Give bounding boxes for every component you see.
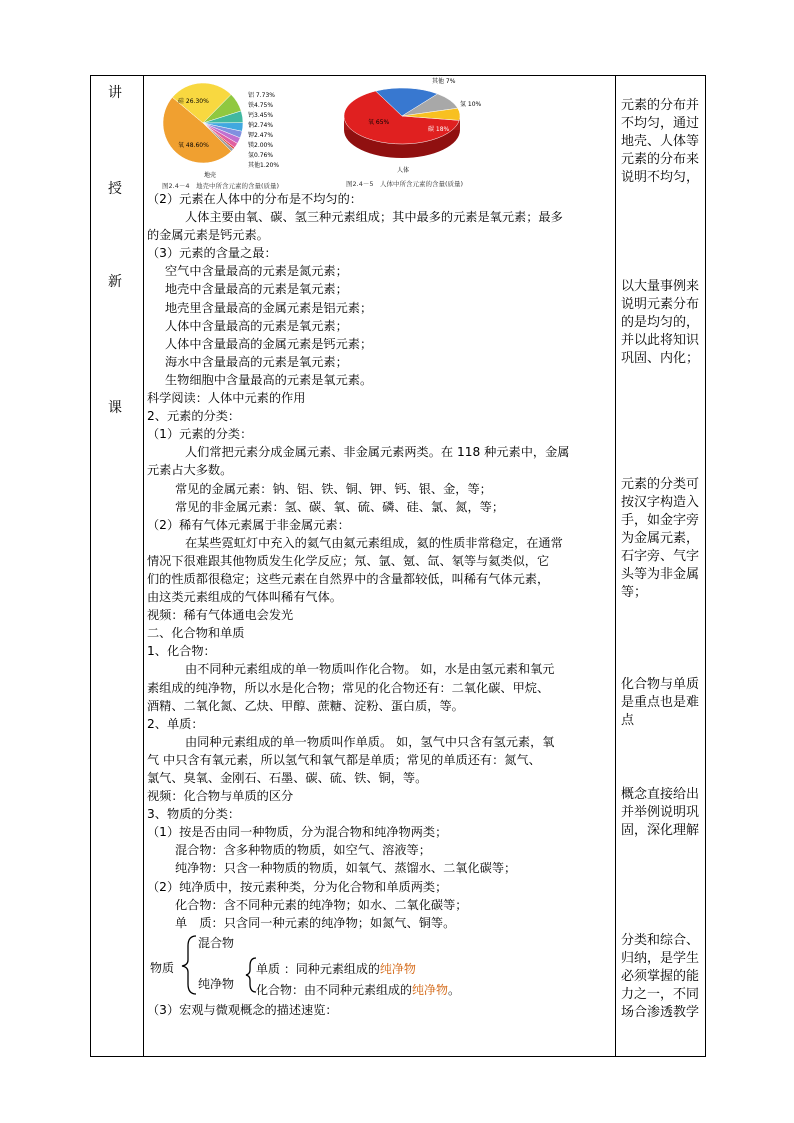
lesson-content: [147, 190, 613, 932]
crust-label-h: 氢0.76%: [248, 152, 274, 159]
text-line: 由同种元素组成的单一物质叫作单质。 如，氢气中只含有氢元素，氧: [185, 734, 555, 749]
text-line: （3）宏观与微观概念的描述速览：: [147, 1003, 338, 1017]
body-label-o: 氧 65%: [368, 119, 390, 126]
crust-label-o: 氧 48.60%: [178, 142, 209, 149]
text-line: （2）纯净质中，按元素种类，分为化合物和单质两类；: [147, 879, 448, 894]
section-char-2: 授: [108, 181, 122, 197]
crust-label-other: 其他1.20%: [248, 162, 280, 169]
diagram-element-label: 单质 ：同种元素组成的: [256, 962, 380, 976]
crust-label-si: 硅 26.30%: [178, 98, 209, 105]
note-1: 元素的分布并不均匀，通过地壳、人体等元素的分布来说明不均匀，: [621, 98, 700, 185]
crust-label-na: 钠2.74%: [248, 122, 274, 129]
crust-label-mg: 镁2.00%: [248, 142, 274, 149]
classification-diagram: [150, 932, 480, 998]
text-line: 空气中含量最高的元素是氮元素；: [165, 264, 348, 279]
text-line: 生物细胞中含量最高的元素是氧元素。: [165, 372, 373, 387]
diagram-compound: [256, 981, 460, 998]
crust-label-fe: 铁4.75%: [248, 102, 274, 109]
text-line: 人体中含量最高的元素是氧元素；: [165, 318, 348, 333]
crust-label-k: 钾2.47%: [248, 132, 274, 139]
diagram-compound-highlight: 纯净物: [412, 983, 449, 997]
diagram-compound-end: 。: [448, 983, 461, 997]
text-line: 气 中只含有氧元素，所以氢气和氧气都是单质；常见的单质还有：氮气、: [147, 752, 541, 767]
crust-label-ca: 钙3.45%: [248, 112, 274, 119]
note-6: 分类和综合、归纳，是学生必须掌握的能力之一，不同场合渗透教学: [621, 933, 700, 1020]
note-2: 以大量事例来说明元素分布的是均匀的，并以此将知识巩固、内化；: [621, 279, 700, 366]
text-line: 纯净物：只含一种物质的物质，如氧气、蒸馏水、二氧化碳等；: [175, 861, 517, 876]
text-line: 素组成的纯净物，所以水是化合物；常见的化合物还有：二氧化碳、甲烷、: [147, 680, 550, 695]
crust-center-label: 地壳: [204, 172, 217, 179]
text-line: 二、化合物和单质: [147, 626, 245, 641]
diagram-root: 物质: [150, 961, 175, 975]
body-label-h: 氢 10%: [460, 101, 482, 108]
body-chart-caption: 图2.4－5 人体中所含元素的含量(质量): [346, 180, 464, 188]
text-line: 的金属元素是钙元素。: [147, 228, 269, 243]
column-divider-left: [143, 75, 144, 1057]
note-3: 元素的分类可按汉字构造入手，如金字旁为金属元素，石字旁、气字头等为非金属等；: [621, 477, 700, 600]
column-divider-right: [615, 75, 616, 1057]
text-line: 2、元素的分类：: [147, 409, 241, 424]
text-line: 视频：化合物与单质的区分: [147, 789, 294, 804]
text-line: 们的性质都很稳定；这些元素在自然界中的含量都较低，叫稀有气体元素，: [147, 571, 550, 586]
text-line: 氯气、臭氧、金刚石、石墨、碳、硫、铁、铜，等。: [147, 771, 428, 785]
text-line: 混合物：含多种物质的物质，如空气、溶液等；: [175, 843, 431, 858]
text-line: 常见的非金属元素：氢、碳、氧、硫、磷、硅、氯、氮，等；: [175, 499, 505, 514]
text-line: 地壳里含量最高的金属元素是铝元素；: [165, 300, 373, 315]
body-label-other: 其他 7%: [432, 78, 456, 85]
text-line: （2）元素在人体中的分布是不均匀的：: [147, 192, 362, 206]
text-line: 人体中含量最高的金属元素是钙元素；: [165, 336, 373, 351]
lesson-content-end: [147, 1001, 613, 1019]
note-5: 概念直接给出并举例说明巩固，深化理解: [621, 787, 700, 838]
text-line: 元素占大多数。: [147, 463, 233, 478]
diagram-pure: 纯净物: [198, 977, 235, 991]
diagram-element-highlight: 纯净物: [379, 962, 416, 976]
text-line: 由不同种元素组成的单一物质叫作化合物。 如，水是由氢元素和氧元: [185, 662, 555, 677]
text-line: 人们常把元素分成金属元素、非金属元素两类。在 118 种元素中，金属: [185, 445, 570, 460]
text-line: 人体主要由氧、碳、氢三种元素组成；其中最多的元素是氧元素；最多: [185, 210, 563, 225]
diagram-mixture: 混合物: [198, 936, 235, 950]
text-line: 2、单质：: [147, 716, 204, 731]
crust-label-al: 铝 7.73%: [248, 92, 275, 99]
body-label-c: 碳 18%: [428, 126, 450, 133]
text-line: （2）稀有气体元素属于非金属元素：: [147, 517, 350, 532]
body-pie-chart: [340, 78, 490, 168]
body-center-label: 人体: [397, 167, 410, 174]
text-line: 化合物：含不同种元素的纯净物；如水、二氧化碳等；: [175, 897, 468, 912]
text-line: （1）按是否由同一种物质，分为混合物和纯净物两类；: [147, 825, 448, 840]
text-line: 由这类元素组成的气体叫稀有气体。: [147, 590, 342, 605]
diagram-compound-label: 化合物：由不同种元素组成的: [256, 983, 413, 997]
text-line: （1）元素的分类：: [147, 427, 253, 442]
text-line: 3、物质的分类：: [147, 807, 241, 822]
text-line: 视频：稀有气体通电会发光: [147, 608, 294, 623]
diagram-element: [256, 960, 416, 977]
crust-chart-caption: 图2.4－4 地壳中所含元素的含量(质量): [162, 182, 280, 190]
text-line: 酒精、二氧化氮、乙炔、甲醇、蔗糖、淀粉、蛋白质，等。: [147, 698, 464, 713]
section-char-1: 讲: [108, 85, 122, 101]
crust-pie-chart: [158, 78, 328, 178]
text-line: 情况下很难跟其他物质发生化学反应；氖、氩、氪、氙、氡等与氦类似，它: [147, 553, 550, 568]
text-line: 在某些霓虹灯中充入的氦气由氦元素组成，氦的性质非常稳定，在通常: [185, 535, 563, 550]
section-char-4: 课: [108, 400, 122, 416]
section-char-3: 新: [108, 274, 122, 290]
text-line: 地壳中含量最高的元素是氧元素；: [165, 282, 348, 297]
text-line: 1、化合物：: [147, 644, 216, 659]
text-line: （3）元素的含量之最：: [147, 246, 277, 261]
text-line: 单 质：只含同一种元素的纯净物；如氮气、铜等。: [175, 915, 456, 930]
text-line: 海水中含量最高的元素是氧元素；: [165, 354, 348, 369]
text-line: 科学阅读：人体中元素的作用: [147, 391, 306, 406]
text-line: 常见的金属元素：钠、铝、铁、铜、钾、钙、银、金，等；: [175, 481, 492, 496]
note-4: 化合物与单质是重点也是难点: [621, 677, 700, 728]
